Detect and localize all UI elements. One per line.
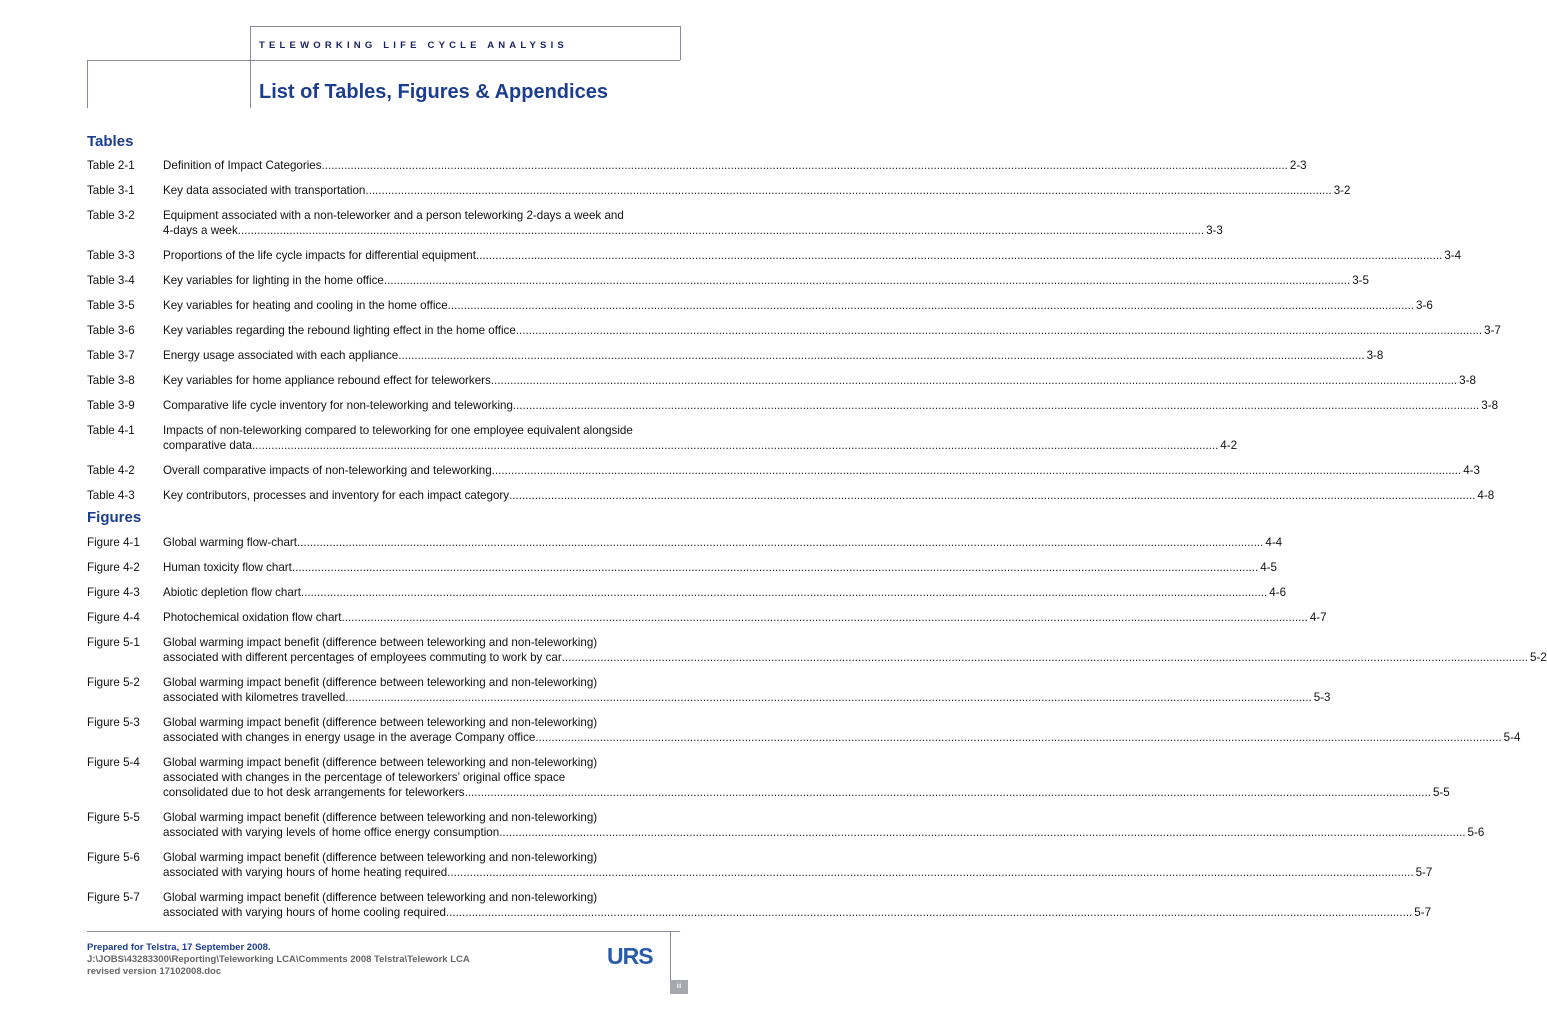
entry-caption: consolidated due to hot desk arrangements for teleworkers — [163, 786, 465, 799]
table-entry[interactable] — [87, 488, 1495, 503]
table-entry[interactable] — [87, 323, 1501, 338]
entry-number: Table 3-5 — [87, 299, 135, 312]
dot-leader: ............................................................................................................................................................................................................................................................................................................ — [535, 731, 1502, 744]
tables-heading: Tables — [87, 133, 134, 150]
dot-leader: ............................................................................................................................................................................................................................................................................................................ — [512, 399, 1480, 412]
page-number: iii — [670, 980, 688, 994]
entry-page: 3-3 — [1206, 224, 1223, 237]
entry-page: 4-8 — [1477, 489, 1495, 502]
table-entry[interactable] — [87, 398, 1499, 413]
figure-entry[interactable] — [87, 715, 1521, 745]
entry-number: Table 3-3 — [87, 249, 135, 262]
dot-leader: ............................................................................................................................................................................................................................................................................................................ — [494, 464, 1462, 477]
dot-leader: ............................................................................................................................................................................................................................................................................................................ — [251, 439, 1219, 452]
entry-page: 3-2 — [1333, 184, 1351, 197]
entry-caption: Global warming flow-chart — [163, 536, 298, 549]
entry-page: 5-6 — [1467, 826, 1485, 839]
dot-leader: ............................................................................................................................................................................................................................................................................................................ — [297, 536, 1264, 549]
entry-number: Figure 5-6 — [87, 851, 140, 864]
entry-number: Figure 5-1 — [87, 636, 140, 649]
dot-leader: ............................................................................................................................................................................................................................................................................................................ — [561, 651, 1529, 664]
entry-caption: Global warming impact benefit (difference between teleworking and non-teleworking) — [163, 676, 598, 689]
figure-entry[interactable] — [87, 890, 1432, 920]
footer-prepared: Prepared for Telstra, 17 September 2008. — [87, 942, 271, 953]
table-entry[interactable] — [87, 373, 1476, 388]
table-entry[interactable] — [87, 423, 1238, 453]
entry-caption: associated with varying hours of home heating required — [163, 866, 448, 879]
table-entry[interactable] — [87, 183, 1351, 198]
figure-entry[interactable] — [87, 610, 1327, 625]
footer-right-rule — [670, 931, 671, 980]
entry-caption: Global warming impact benefit (difference between teleworking and non-teleworking) — [163, 891, 598, 904]
entry-page: 3-5 — [1352, 274, 1369, 287]
entry-number: Table 3-7 — [87, 349, 135, 362]
urs-logo-text: URS — [607, 943, 653, 969]
dot-leader: ............................................................................................................................................................................................................................................................................................................ — [300, 586, 1268, 599]
entry-number: Figure 4-2 — [87, 561, 140, 574]
table-entry[interactable] — [87, 463, 1480, 478]
figure-entry[interactable] — [87, 560, 1277, 575]
entry-page: 4-4 — [1265, 536, 1283, 549]
entry-caption: Key contributors, processes and inventory for each impact category — [163, 489, 510, 502]
entry-number: Figure 4-3 — [87, 586, 140, 599]
entry-caption: Human toxicity flow chart — [163, 561, 292, 574]
entry-number: Table 3-4 — [87, 274, 135, 287]
dot-leader: ............................................................................................................................................................................................................................................................................................................ — [464, 786, 1431, 799]
footer — [87, 942, 470, 978]
figure-entry[interactable] — [87, 585, 1287, 600]
dot-leader: ............................................................................................................................................................................................................................................................................................................ — [345, 691, 1312, 704]
figure-entry[interactable] — [87, 535, 1283, 550]
entry-caption: Equipment associated with a non-teleworker and a person teleworking 2-days a week and — [163, 209, 624, 222]
entry-caption: Energy usage associated with each appliance — [163, 349, 399, 362]
entry-page: 5-5 — [1432, 786, 1450, 799]
entry-caption: comparative data — [163, 439, 252, 452]
dot-leader: ............................................................................................................................................................................................................................................................................................................ — [237, 224, 1205, 237]
entry-page: 4-6 — [1269, 586, 1287, 599]
figure-entry[interactable] — [87, 810, 1485, 840]
entry-number: Figure 5-7 — [87, 891, 140, 904]
entry-caption: associated with varying levels of home office energy consumption — [163, 826, 500, 839]
running-title: TELEWORKING LIFE CYCLE ANALYSIS — [259, 40, 568, 51]
dot-leader: ............................................................................................................................................................................................................................................................................................................ — [509, 489, 1476, 502]
header-right-rule — [680, 26, 681, 60]
figures-heading: Figures — [87, 509, 142, 526]
dot-leader: ............................................................................................................................................................................................................................................................................................................ — [515, 324, 1483, 337]
entry-caption: Key data associated with transportation — [163, 184, 366, 197]
dot-leader: ............................................................................................................................................................................................................................................................................................................ — [383, 274, 1351, 287]
table-entry[interactable] — [87, 158, 1307, 173]
entry-page: 2-3 — [1289, 159, 1307, 172]
entry-caption: associated with varying hours of home cooling required — [163, 906, 446, 919]
table-entry[interactable] — [87, 348, 1384, 363]
entry-page: 3-8 — [1481, 399, 1499, 412]
dot-leader: ............................................................................................................................................................................................................................................................................................................ — [499, 826, 1466, 839]
table-entry[interactable] — [87, 298, 1433, 313]
entry-caption: Proportions of the life cycle impacts for differential equipment — [163, 249, 476, 262]
margin-left-rule — [87, 60, 88, 108]
table-entry[interactable] — [87, 248, 1462, 263]
entry-number: Table 3-2 — [87, 209, 135, 222]
entry-page: 3-6 — [1416, 299, 1433, 312]
entry-page: 4-5 — [1260, 561, 1277, 574]
footer-rule — [87, 931, 680, 932]
entry-number: Figure 4-4 — [87, 611, 140, 624]
table-entry[interactable] — [87, 208, 1223, 238]
entry-page: 3-8 — [1459, 374, 1476, 387]
entry-page: 3-7 — [1484, 324, 1501, 337]
entry-number: Table 3-9 — [87, 399, 135, 412]
entry-caption: Global warming impact benefit (difference between teleworking and non-teleworking) — [163, 851, 598, 864]
entry-caption: Impacts of non-teleworking compared to teleworking for one employee equivalent alongside — [163, 424, 633, 437]
entry-number: Table 4-1 — [87, 424, 135, 437]
dot-leader: ............................................................................................................................................................................................................................................................................................................ — [445, 906, 1413, 919]
entry-caption: 4-days a week — [163, 224, 238, 237]
urs-logo — [606, 943, 658, 967]
entry-number: Table 3-6 — [87, 324, 135, 337]
entry-number: Table 4-3 — [87, 489, 135, 502]
figure-entry[interactable] — [87, 675, 1331, 705]
dot-leader: ............................................................................................................................................................................................................................................................................................................ — [447, 299, 1415, 312]
entry-number: Figure 5-3 — [87, 716, 140, 729]
entry-number: Table 2-1 — [87, 159, 135, 172]
entry-page: 5-7 — [1414, 906, 1432, 919]
dot-leader: ............................................................................................................................................................................................................................................................................................................ — [398, 349, 1365, 362]
header-top-rule — [250, 26, 680, 27]
entry-page: 5-3 — [1313, 691, 1331, 704]
figure-entry[interactable] — [87, 850, 1433, 880]
entry-caption: Key variables regarding the rebound lighting effect in the home office — [163, 324, 516, 337]
footer-path: J:\JOBS\43283300\Reporting\Teleworking LCA\Comments 2008 Telstra\Telework LCA — [87, 954, 470, 965]
entry-page: 3-4 — [1444, 249, 1462, 262]
dot-leader: ............................................................................................................................................................................................................................................................................................................ — [365, 184, 1332, 197]
entry-number: Figure 4-1 — [87, 536, 140, 549]
entry-caption: Overall comparative impacts of non-teleworking and teleworking. — [163, 464, 495, 477]
dot-leader: ............................................................................................................................................................................................................................................................................................................ — [475, 249, 1443, 262]
header-mid-rule — [87, 60, 680, 61]
entry-caption: Definition of Impact Categories — [163, 159, 322, 172]
entry-caption: Global warming impact benefit (difference between teleworking and non-teleworking) — [163, 756, 598, 769]
entry-number: Table 3-1 — [87, 184, 135, 197]
entry-page: 3-8 — [1366, 349, 1384, 362]
entry-number: Figure 5-2 — [87, 676, 140, 689]
table-entry[interactable] — [87, 273, 1369, 288]
entry-caption: associated with kilometres travelled — [163, 691, 346, 704]
entry-page: 5-4 — [1503, 731, 1521, 744]
dot-leader: ............................................................................................................................................................................................................................................................................................................ — [447, 866, 1414, 879]
header-left-rule — [250, 26, 251, 108]
entry-number: Table 3-8 — [87, 374, 135, 387]
entry-caption: Global warming impact benefit (difference between teleworking and non-teleworking) — [163, 636, 598, 649]
entry-page: 4-2 — [1220, 439, 1238, 452]
entry-caption: Key variables for heating and cooling in the home office — [163, 299, 448, 312]
entry-page: 4-3 — [1463, 464, 1480, 477]
entry-caption: Abiotic depletion flow chart — [163, 586, 301, 599]
entry-caption: Global warming impact benefit (difference between teleworking and non-teleworking) — [163, 811, 598, 824]
figure-entry[interactable] — [87, 635, 1547, 665]
footer-version: revised version 17102008.doc — [87, 966, 222, 977]
entry-caption: Key variables for lighting in the home office — [163, 274, 384, 287]
entry-page: 4-7 — [1309, 611, 1327, 624]
dot-leader: ............................................................................................................................................................................................................................................................................................................ — [291, 561, 1259, 574]
entry-caption: associated with changes in the percentage of teleworkers’ original office space — [163, 771, 566, 784]
entry-caption: Key variables for home appliance rebound effect for teleworkers — [163, 374, 491, 387]
entry-page: 5-2 — [1530, 651, 1547, 664]
dot-leader: ............................................................................................................................................................................................................................................................................................................ — [490, 374, 1458, 387]
entry-number: Figure 5-4 — [87, 756, 140, 769]
figure-entry[interactable] — [87, 755, 1450, 800]
entry-page: 5-7 — [1415, 866, 1433, 879]
dot-leader: ............................................................................................................................................................................................................................................................................................................ — [341, 611, 1308, 624]
entry-caption: Photochemical oxidation flow chart — [163, 611, 342, 624]
dot-leader: ............................................................................................................................................................................................................................................................................................................ — [321, 159, 1288, 172]
entry-caption: associated with different percentages of employees commuting to work by car — [163, 651, 562, 664]
entry-caption: Comparative life cycle inventory for non-teleworking and teleworking — [163, 399, 513, 412]
entry-caption: associated with changes in energy usage in the average Company office — [163, 731, 536, 744]
page-title: List of Tables, Figures & Appendices — [259, 81, 608, 103]
entry-number: Table 4-2 — [87, 464, 135, 477]
entry-caption: Global warming impact benefit (difference between teleworking and non-teleworking) — [163, 716, 598, 729]
entry-number: Figure 5-5 — [87, 811, 140, 824]
